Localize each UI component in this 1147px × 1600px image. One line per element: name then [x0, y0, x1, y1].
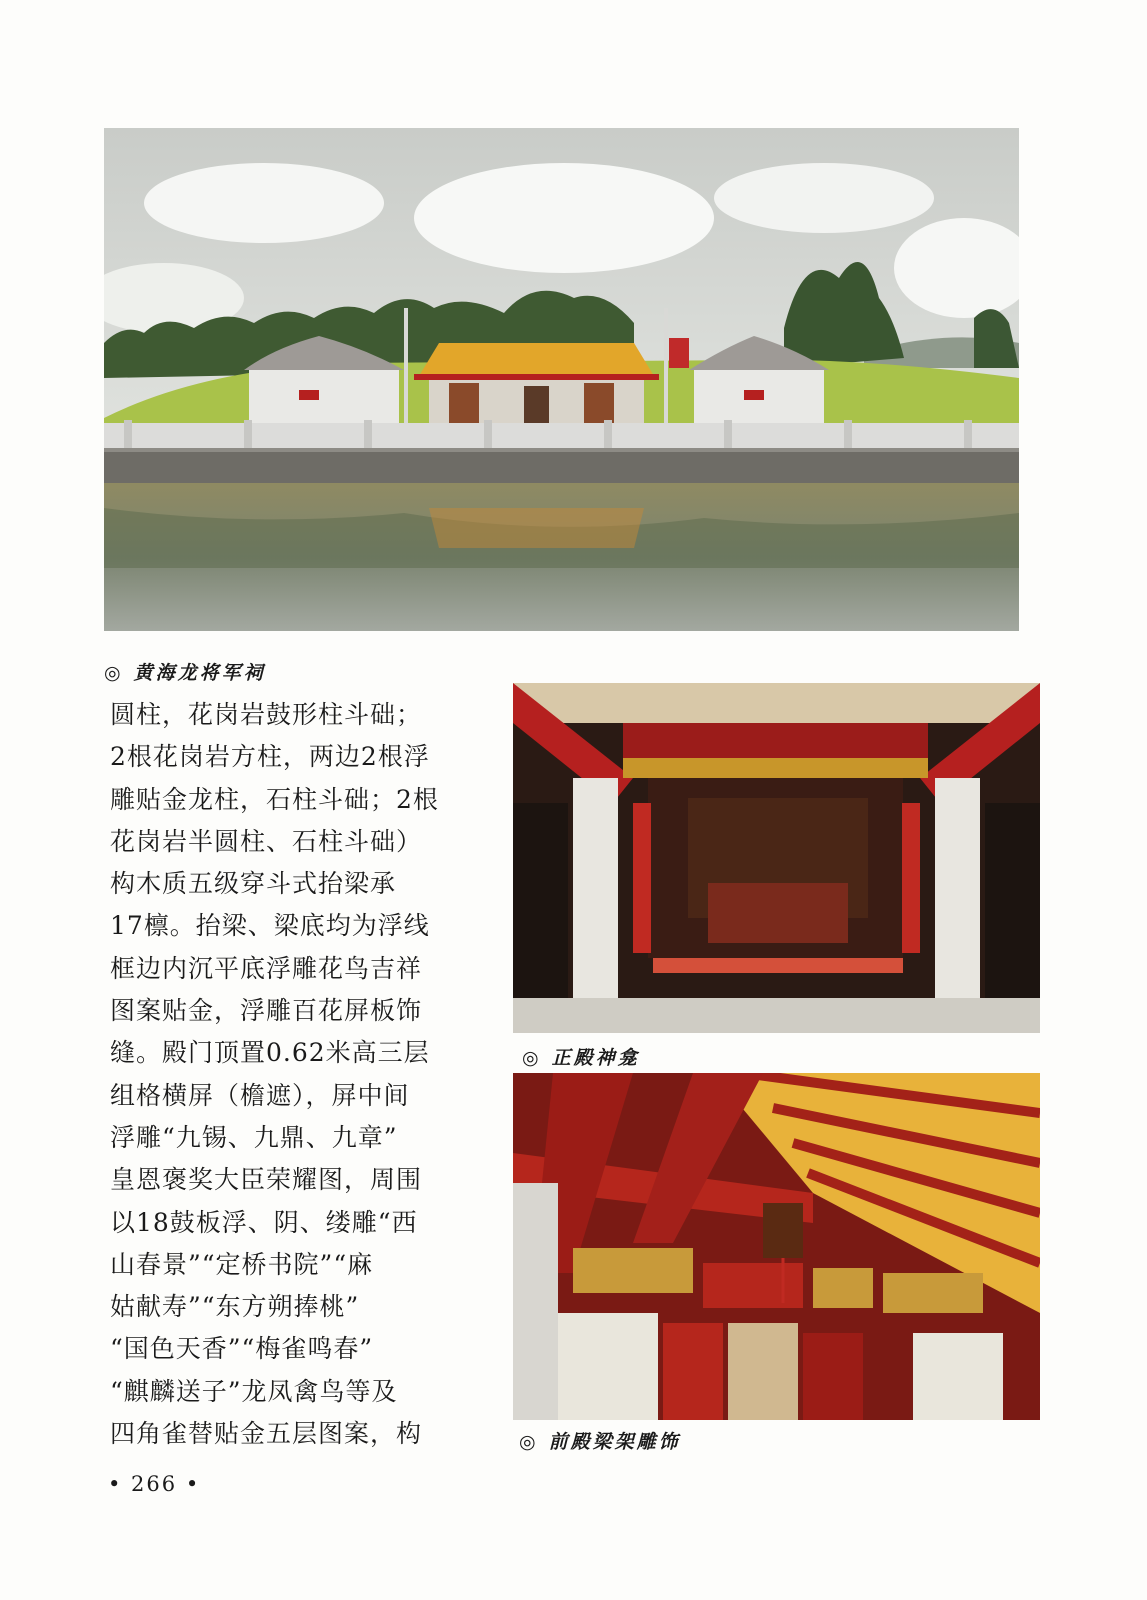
- temple-caption-text: 黄海龙将军祠: [133, 662, 266, 684]
- body-text-line: 圆柱，花岗岩鼓形柱斗础；: [110, 700, 423, 729]
- body-text-line: 组格横屏（檐遮），屏中间: [110, 1080, 410, 1110]
- body-text-line: “国色天香”“梅雀鸣春”: [110, 1334, 374, 1364]
- shrine-caption-text: 正殿神龛: [551, 1047, 640, 1069]
- body-text-line: 缝。殿门顶置0.62米高三层: [110, 1038, 430, 1068]
- body-text: [110, 694, 490, 1455]
- shrine-photo: [513, 683, 1040, 1033]
- body-text-line: 图案贴金，浮雕百花屏板饰: [110, 996, 423, 1026]
- caption-marker-icon: ◎: [522, 1047, 542, 1069]
- temple-photo: [104, 128, 1019, 631]
- body-text-line: “麒麟送子”龙凤禽鸟等及: [110, 1376, 398, 1406]
- body-text-line: 花岗岩半圆柱、石柱斗础）: [110, 826, 423, 856]
- body-text-line: 姑献寿”“东方朔捧桃”: [110, 1292, 360, 1322]
- body-text-line: 雕贴金龙柱，石柱斗础；2根: [110, 784, 439, 814]
- body-text-line: 框边内沉平底浮雕花鸟吉祥: [110, 953, 423, 983]
- shrine-caption: [522, 1043, 640, 1070]
- caption-marker-icon: ◎: [104, 662, 124, 684]
- body-text-line: 皇恩褒奖大臣荣耀图，周围: [110, 1165, 423, 1195]
- beams-caption: [519, 1427, 681, 1454]
- body-text-line: 17檩。抬梁、梁底均为浮线: [110, 911, 430, 941]
- body-text-line: 构木质五级穿斗式抬梁承: [110, 869, 397, 899]
- body-text-line: 四角雀替贴金五层图案，构: [110, 1419, 423, 1449]
- page-number: • 266 •: [108, 1472, 201, 1496]
- body-text-line: 2根花岗岩方柱，两边2根浮: [110, 742, 430, 772]
- body-text-line: 以18鼓板浮、阴、缕雕“西: [110, 1207, 418, 1237]
- beams-caption-text: 前殿梁架雕饰: [548, 1431, 681, 1453]
- beams-photo: [513, 1073, 1040, 1420]
- temple-caption: [104, 658, 266, 685]
- body-text-line: 山春景”“定桥书院”“麻: [110, 1249, 374, 1279]
- body-text-line: 浮雕“九锡、九鼎、九章”: [110, 1122, 398, 1152]
- caption-marker-icon: ◎: [519, 1431, 539, 1453]
